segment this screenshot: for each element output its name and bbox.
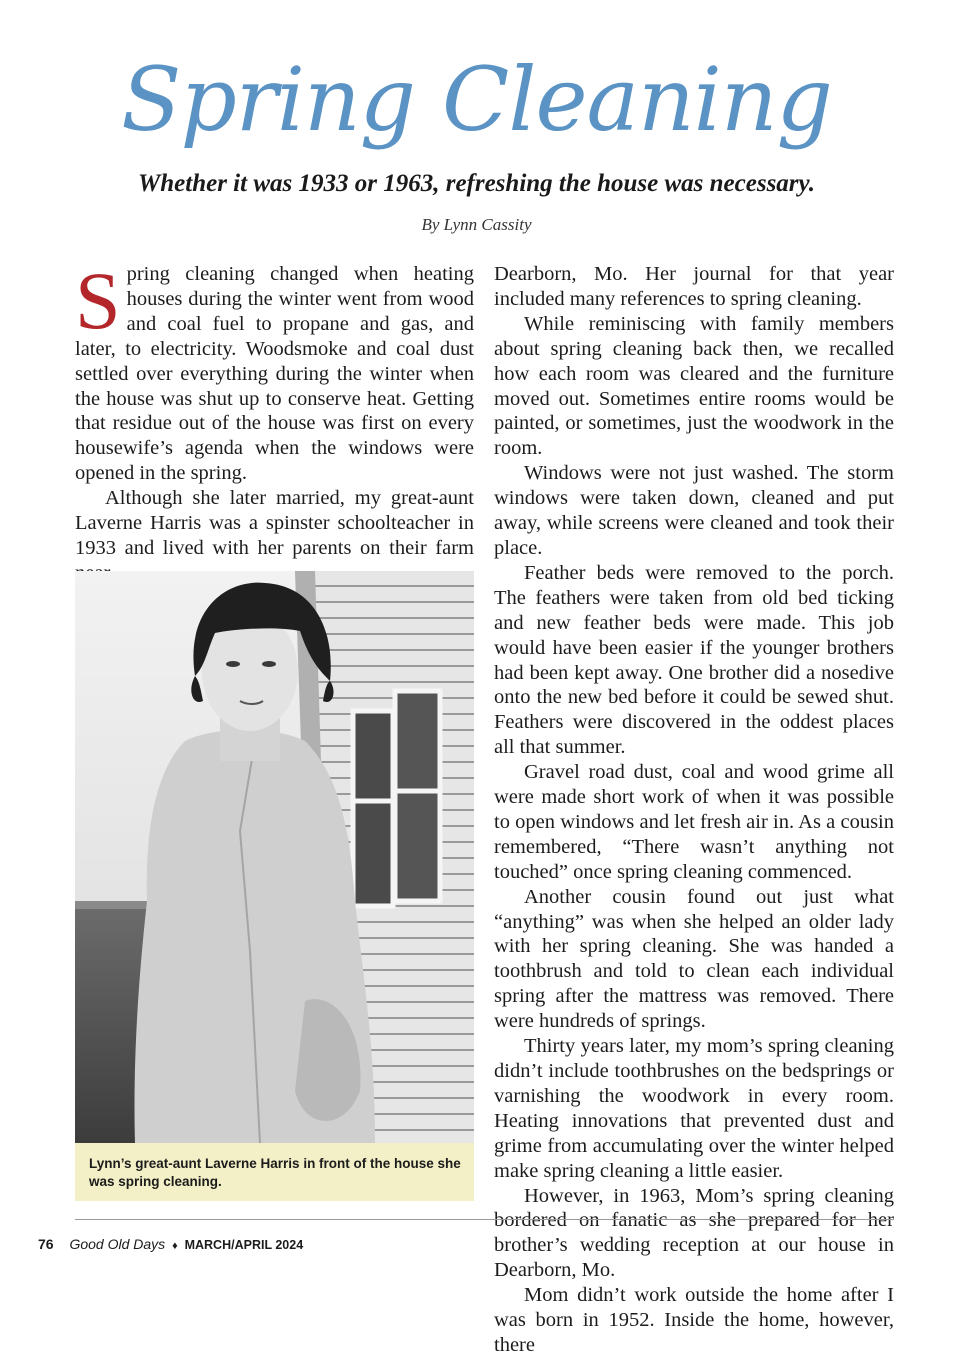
paragraph: Feather beds were removed to the porch. The feathers were taken from old bed ticking and new feather beds were made. This job would have been easier if the younger brothers had been kept away. One brother did a nosedive onto the new bed before it could be sewed shut. Feathers were discovered in the oddest places all that summer. <box>494 561 894 759</box>
left-column <box>75 255 474 586</box>
paragraph: Thirty years later, my mom’s spring cleaning didn’t include toothbrushes on the bedsprings or varnishing the woodwork in every room. Heating innovations that prevented dust and grime from accumulating over the winter helped make spring cleaning a little easier. <box>494 1035 894 1182</box>
paragraph: However, in 1963, Mom’s spring cleaning bordered on fanatic as she prepared for her brother’s wedding reception at our house in Dearborn, Mo. <box>494 1184 894 1282</box>
magazine-name: Good Old Days <box>69 1236 166 1252</box>
paragraph: Dearborn, Mo. Her journal for that year included many references to spring cleaning. <box>494 263 894 310</box>
paragraph: Mom didn’t work outside the home after I was born in 1952. Inside the home, however, there <box>494 1284 894 1356</box>
paragraph: While reminiscing with family members about spring cleaning back then, we recalled how each room was cleared and the furniture moved out. Sometimes entire rooms would be painted, or sometimes, just the woodwork in the room. <box>494 312 894 460</box>
page-footer <box>38 1236 303 1252</box>
paragraph-text: pring cleaning changed when heating houses during the winter went from wood and coal fuel to propane and gas, and later, to electricity. Woodsmoke and coal dust settled over everything during the winter when the house was shut up to conserve heat. Getting that residue out of the house was first on every housewife’s agenda when the windows were opened in the spring. <box>75 263 474 485</box>
paragraph: Another cousin found out just what “anything” was when she helped an older lady with her spring cleaning. She was handed a toothbrush and told to clean each individual spring after the mattress was removed. There were hundreds of springs. <box>494 885 894 1033</box>
diamond-separator: ♦ <box>172 1240 178 1252</box>
paragraph: Gravel road dust, coal and wood grime all were made short work of when it was possible to open windows and let fresh air in. As a cousin remembered, “There wasn’t anything not touched” once spring cleaning commenced. <box>494 761 894 883</box>
article-title: Spring Cleaning <box>121 48 832 151</box>
drop-cap: S <box>75 255 121 346</box>
footer-rule <box>75 1219 894 1220</box>
article-subtitle: Whether it was 1933 or 1963, refreshing the house was necessary. <box>138 170 815 197</box>
paragraph: Although she later married, my great-aunt Laverne Harris was a spinster schoolteacher in 1933 and lived with her parents on their farm <box>75 487 474 559</box>
byline: By Lynn Cassity <box>421 215 532 234</box>
right-column <box>494 262 894 1358</box>
photo-illustration <box>75 571 474 1143</box>
page-number: 76 <box>38 1236 54 1252</box>
paragraph: Windows were not just washed. The storm windows were taken down, cleaned and put away, while screens were cleaned and took their place. <box>494 462 894 559</box>
photo-laverne-harris <box>75 571 474 1143</box>
paragraph <box>75 255 474 486</box>
issue-date: MARCH/APRIL 2024 <box>184 1238 304 1252</box>
photo-caption: Lynn’s great-aunt Laverne Harris in front of the house she was spring cleaning. <box>75 1143 474 1201</box>
